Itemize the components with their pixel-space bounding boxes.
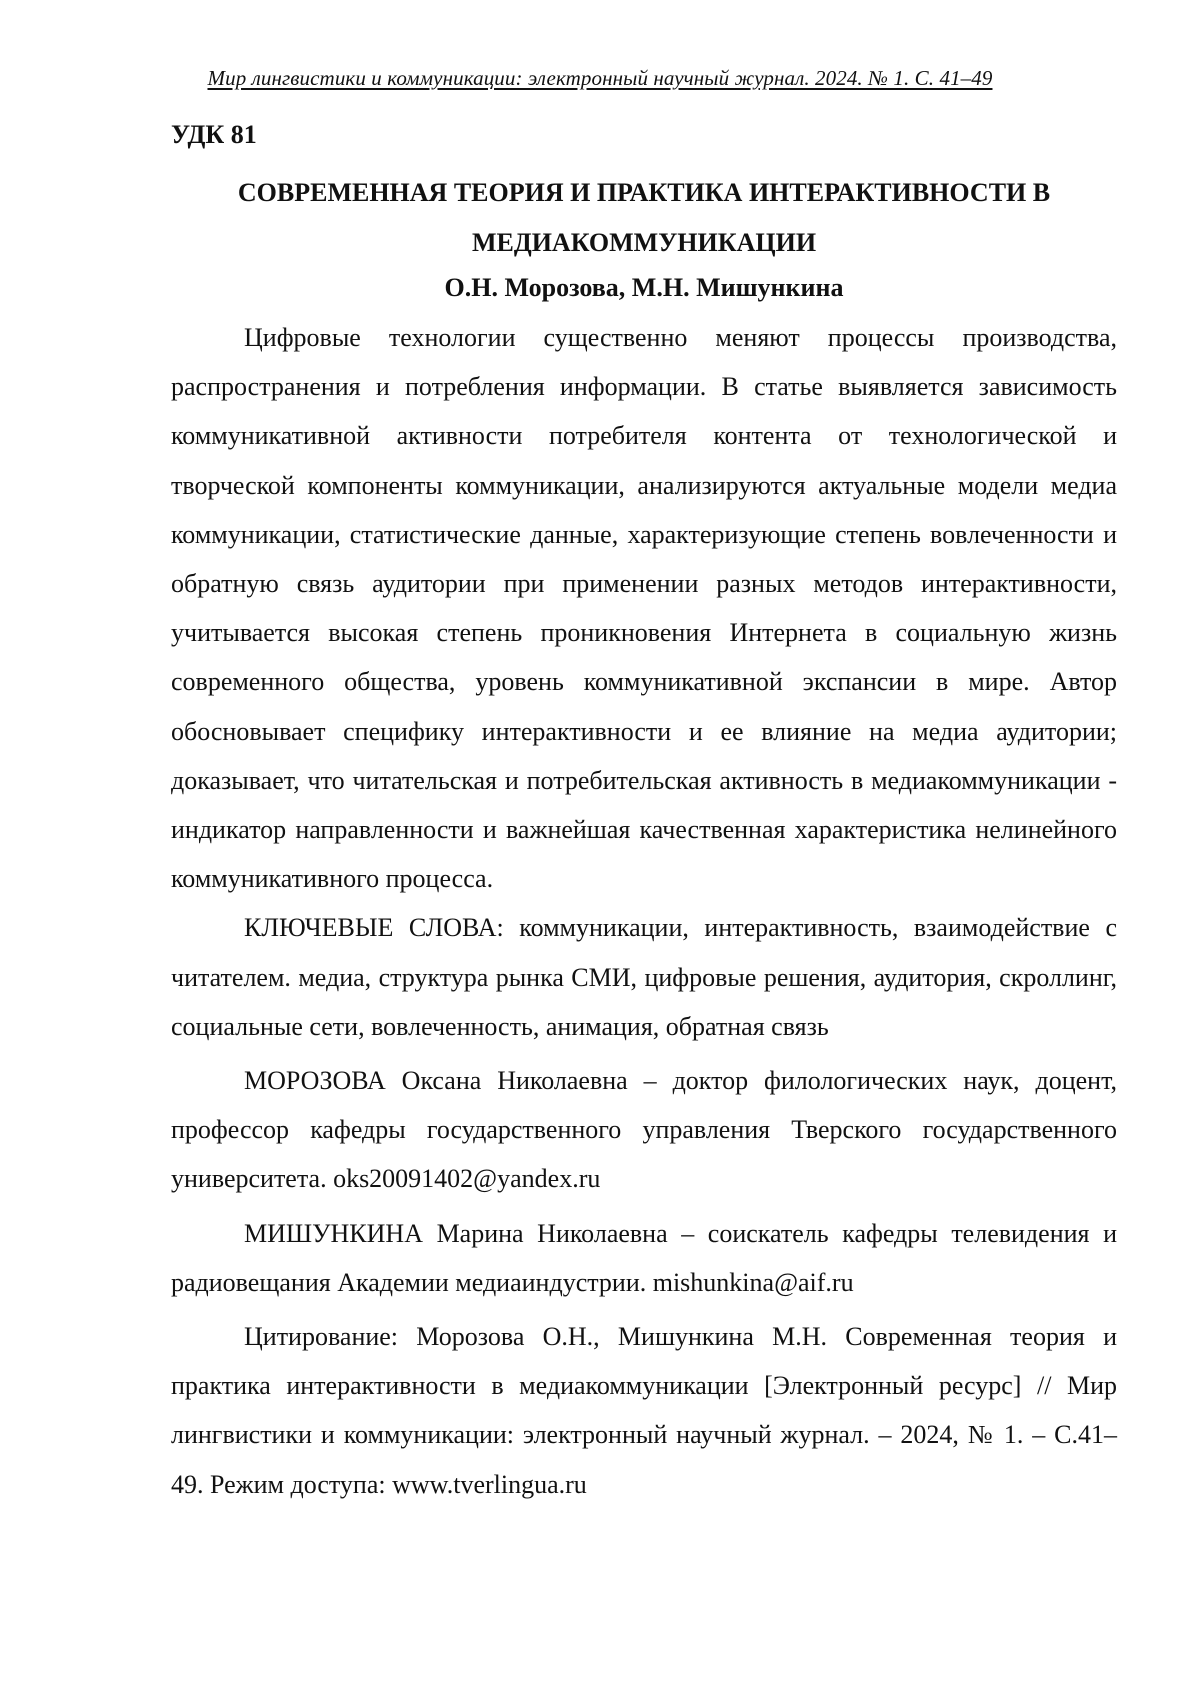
article-authors: О.Н. Морозова, М.Н. Мишункина: [444, 273, 844, 302]
article-title: СОВРЕМЕННАЯ ТЕОРИЯ И ПРАКТИКА ИНТЕРАКТИВНОСТИ В МЕДИАКОММУНИКАЦИИ: [237, 178, 1051, 257]
author-info-mishunkina: МИШУНКИНА Марина Николаевна – соискатель кафедры телевидения и радиовещания Академии медиаиндустрии. mishunkina@aif.ru: [171, 1218, 1117, 1297]
keywords-paragraph: КЛЮЧЕВЫЕ СЛОВА: коммуникации, интерактивность, взаимодействие с читателем. медиа, структура рынка СМИ, цифровые решения, аудитория, скроллинг, социальные сети, вовлеченность, анимация, обратная связь: [171, 913, 1117, 1041]
udc-code: УДК 81: [171, 120, 257, 149]
journal-running-header: Мир лингвистики и коммуникации: электронный научный журнал. 2024. № 1. С. 41–49: [207, 66, 993, 90]
abstract-paragraph: Цифровые технологии существенно меняют процессы производства, распространения и потребления информации. В статье выявляется зависимость коммуникативной активности потребителя контента от технологической и творческой компоненты коммуникации, анализируются актуальные модели медиа коммуникации, статистические данные, характеризующие степень вовлеченности и обратную связь аудитории при применении разных методов интерактивности, учитывается высокая степень проникновения Интернета в социальную жизнь современного общества, уровень коммуникативной экспансии в мире. Автор обосновывает специфику интерактивности и ее влияние на медиа аудитории; доказывает, что читательская и потребительская активность в медиакоммуникации - индикатор направленности и важнейшая качественная характеристика нелинейного коммуникативного процесса.: [171, 323, 1117, 894]
article-body: [171, 313, 1117, 1509]
citation-paragraph: Цитирование: Морозова О.Н., Мишункина М.Н. Современная теория и практика интерактивности в медиакоммуникации [Электронный ресурс] // Мир лингвистики и коммуникации: электронный научный журнал. – 2024, № 1. – С.41–49. Режим доступа: www.tverlingua.ru: [171, 1322, 1117, 1499]
author-info-morozova: МОРОЗОВА Оксана Николаевна – доктор филологических наук, доцент, профессор кафедры государственного управления Тверского государственного университета. oks20091402@yandex.ru: [171, 1066, 1117, 1194]
